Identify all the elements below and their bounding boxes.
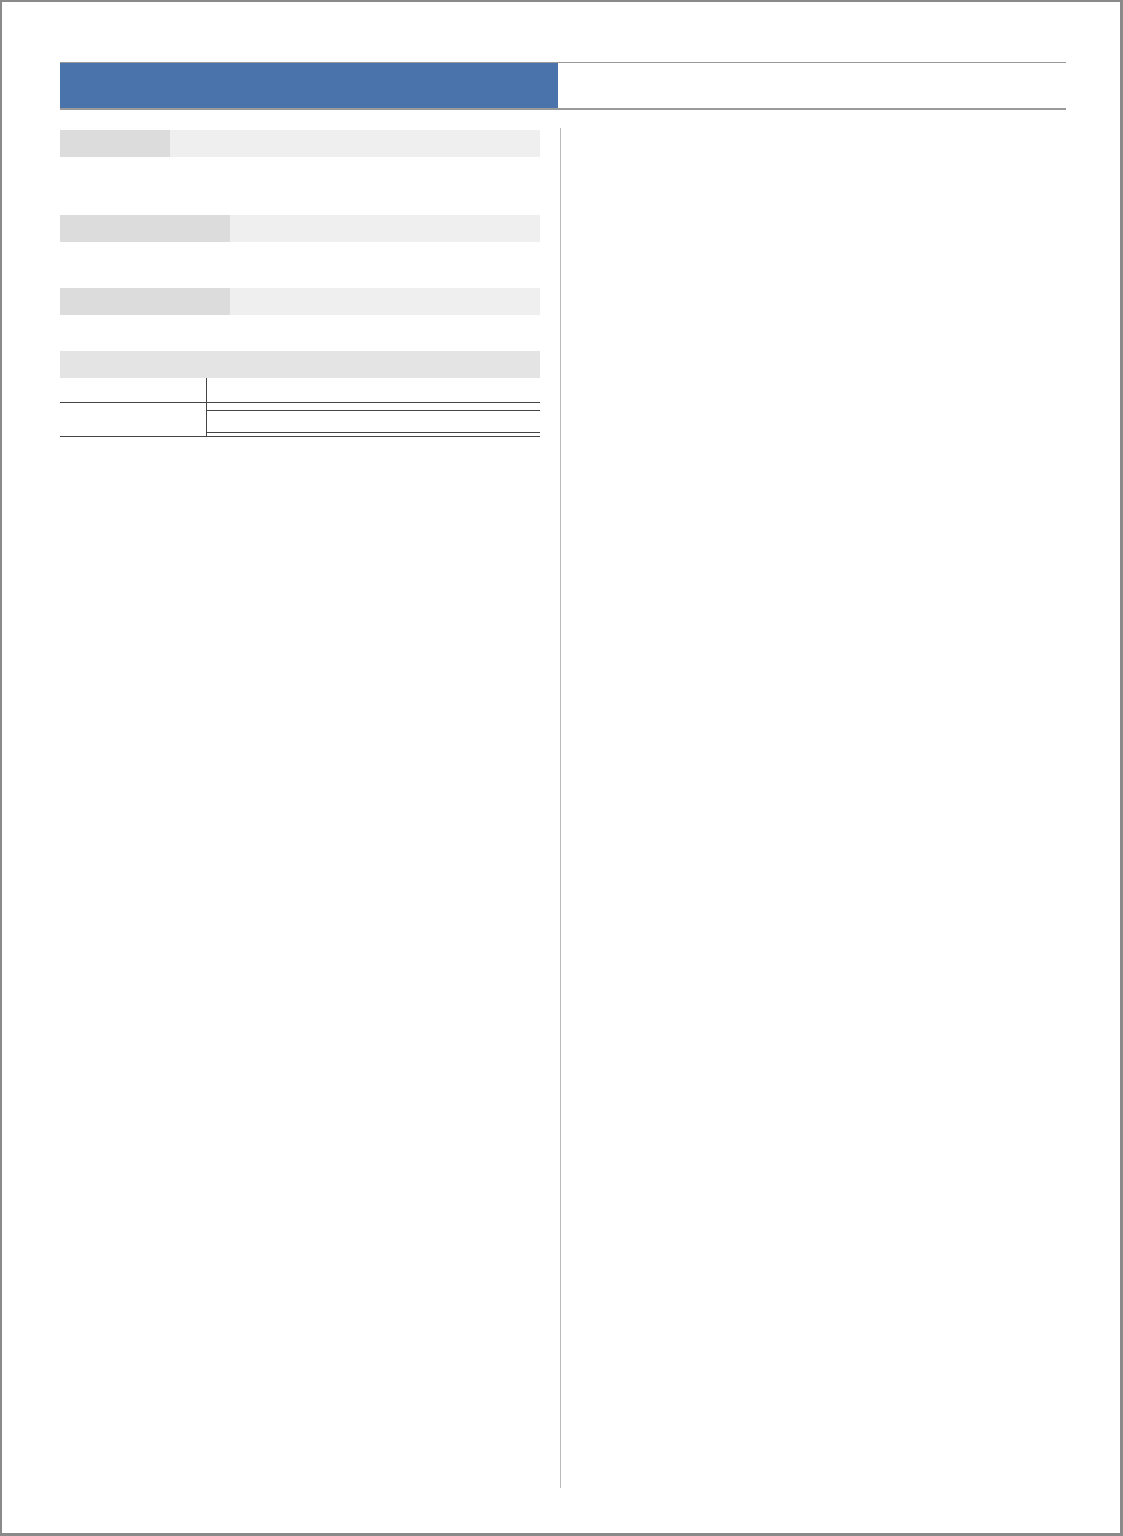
offering-list bbox=[206, 402, 540, 410]
worship-column bbox=[60, 130, 540, 443]
motto bbox=[558, 63, 1066, 108]
sunday-day-header bbox=[60, 130, 540, 157]
slogan bbox=[60, 63, 558, 108]
prayer-list bbox=[60, 402, 206, 436]
col-prayer bbox=[60, 378, 206, 402]
volunteer-table bbox=[60, 378, 540, 436]
mission-fund bbox=[60, 436, 540, 443]
sunday-night-header bbox=[60, 215, 540, 242]
col-offering bbox=[206, 378, 540, 402]
section-title bbox=[60, 215, 230, 242]
section-title bbox=[60, 288, 230, 315]
wednesday-header bbox=[60, 288, 540, 315]
next-week-header bbox=[60, 351, 540, 378]
section-title bbox=[60, 351, 74, 378]
news-column bbox=[560, 128, 1070, 1488]
col-usher bbox=[206, 410, 540, 432]
section-title bbox=[60, 130, 170, 157]
top-banner bbox=[60, 62, 1066, 110]
